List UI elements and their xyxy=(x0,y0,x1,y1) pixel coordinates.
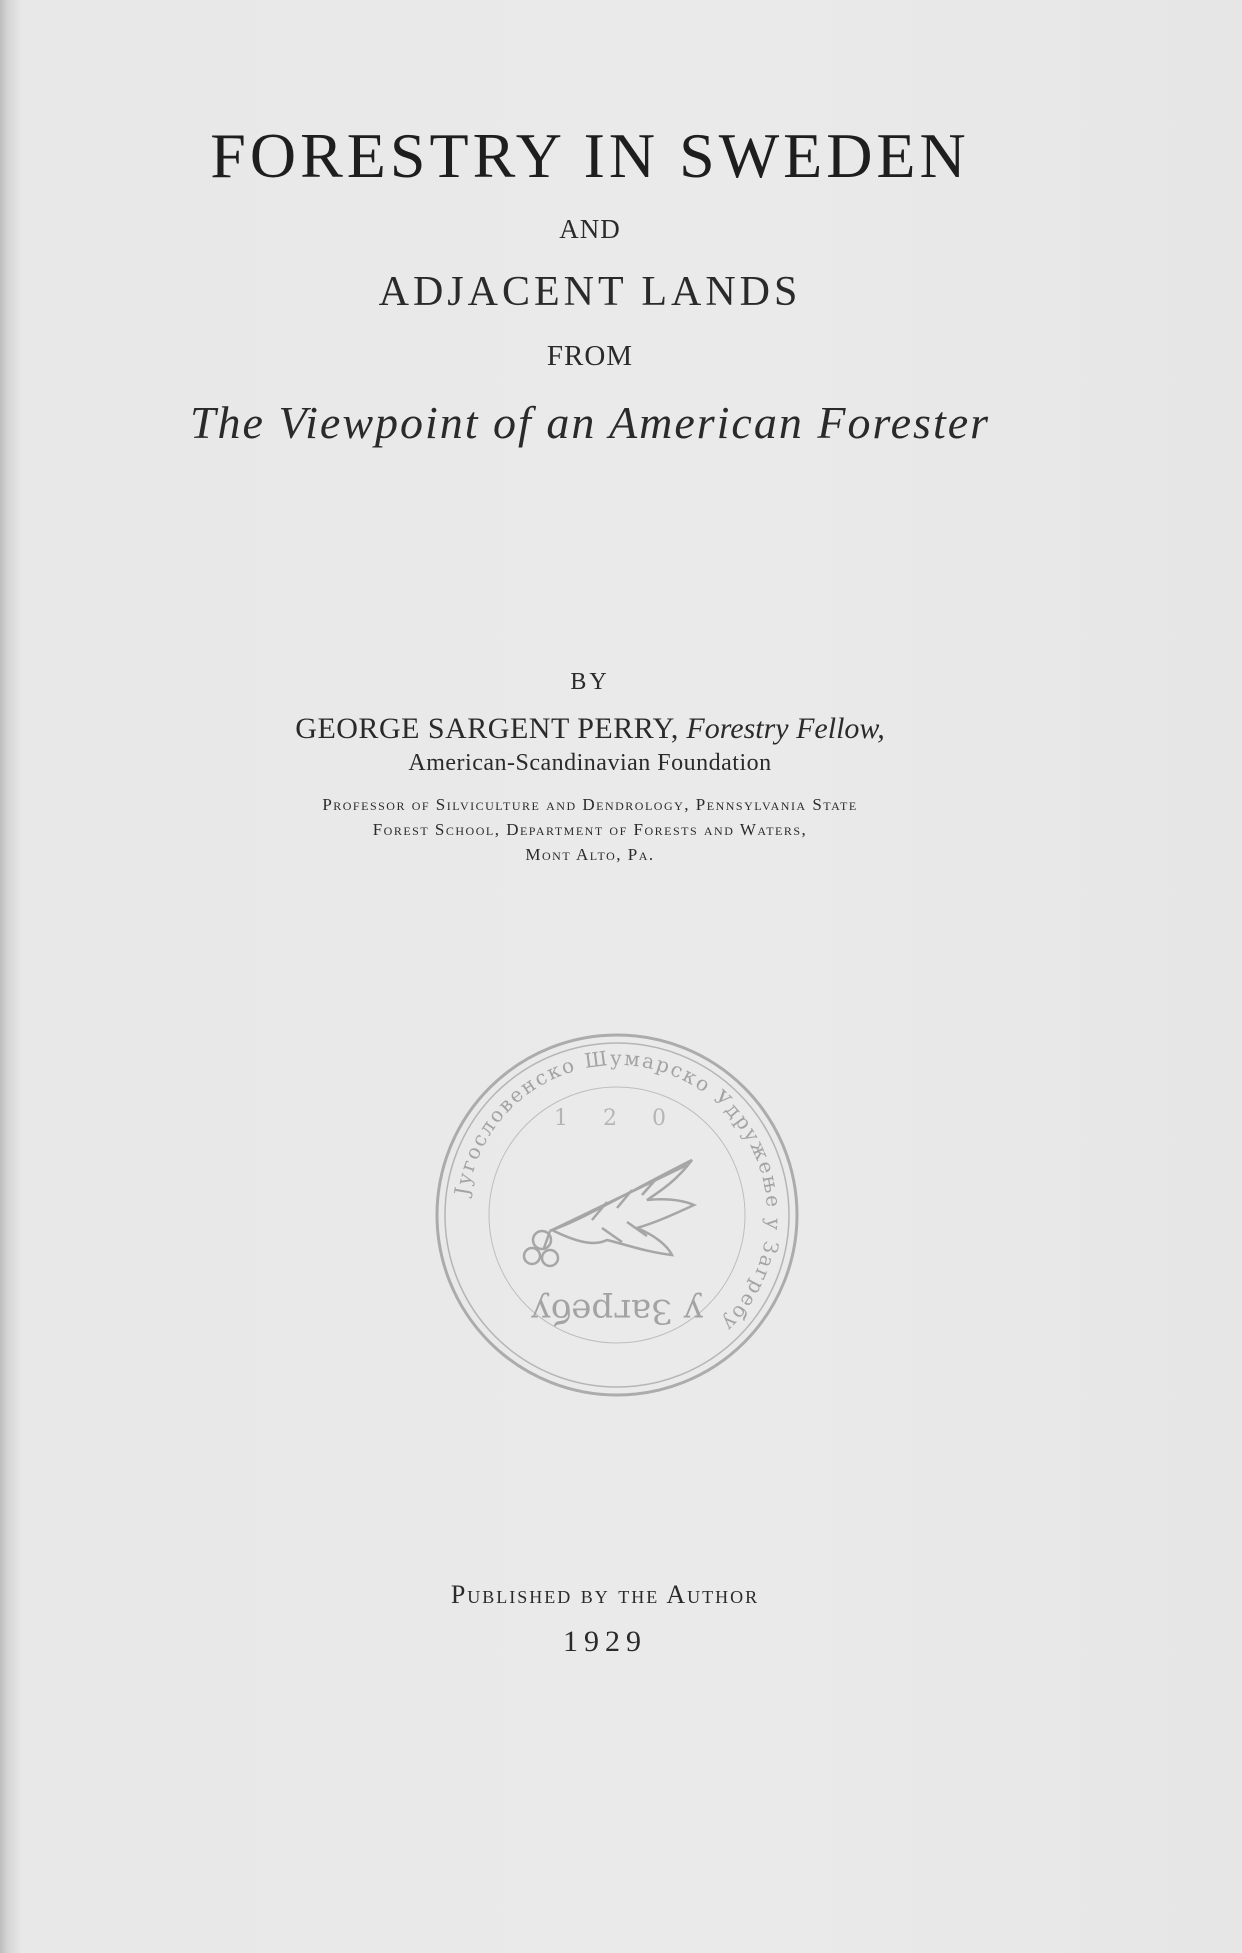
publication-year: 1929 xyxy=(563,1625,647,1658)
stamp-inner-number: 1 2 0 xyxy=(554,1106,680,1131)
affiliation-line-1: Professor of Silviculture and Dendrology, Pennsylvania State xyxy=(322,795,858,814)
author-foundation: American-Scandinavian Foundation xyxy=(408,750,772,776)
author-name: GEORGE SARGENT PERRY, xyxy=(295,712,679,745)
and-line: AND xyxy=(559,214,621,244)
from-line: FROM xyxy=(546,340,634,372)
book-title: FORESTRY IN SWEDEN xyxy=(210,120,970,191)
affiliation-line-2: Forest School, Department of Forests and Waters, xyxy=(372,820,808,839)
by-line: BY xyxy=(570,669,610,695)
stamp-outer-text: Југословенско Шумарско Удружење у Загребу xyxy=(449,1045,787,1338)
publisher-line: Published by the Author xyxy=(450,1580,760,1609)
author-line xyxy=(0,712,1180,746)
author-fellowship: Forestry Fellow, xyxy=(686,712,885,745)
library-stamp-seal xyxy=(432,1030,802,1400)
affiliation-line-3: Mont Alto, Pa. xyxy=(525,845,655,864)
oak-leaf-icon xyxy=(524,1160,694,1266)
subtitle-line: ADJACENT LANDS xyxy=(378,269,802,315)
stamp-bottom-text: у Загребу xyxy=(530,1291,704,1331)
viewpoint-subtitle: The Viewpoint of an American Forester xyxy=(189,397,991,448)
